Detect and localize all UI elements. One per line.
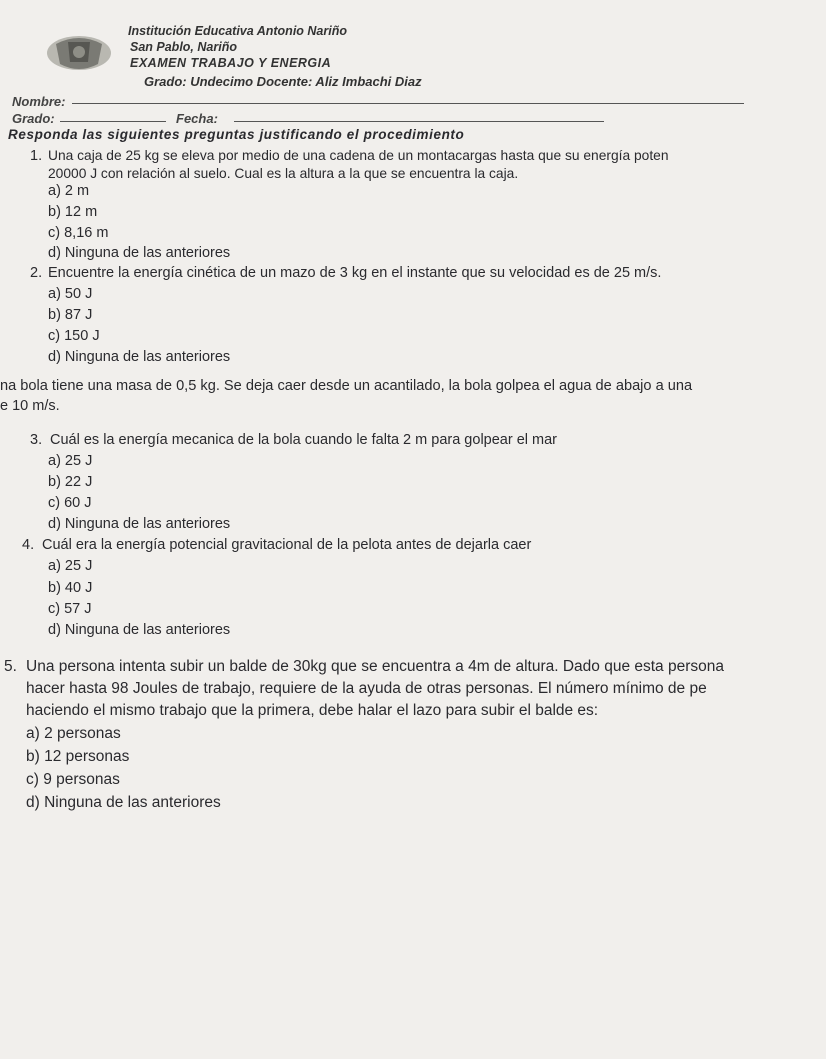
question-5-option-b[interactable]: b) 12 personas xyxy=(26,748,130,765)
question-1-line-2: 20000 J con relación al suelo. Cual es la altura a la que se encuentra la caja. xyxy=(48,166,519,181)
question-2-line-1: Encuentre la energía cinética de un mazo de 3 kg en el instante que su velocidad es de 25 m/s. xyxy=(48,265,662,281)
question-3-number: 3. xyxy=(30,432,43,448)
question-1-option-c[interactable]: c) 8,16 m xyxy=(48,225,109,241)
question-2-option-b[interactable]: b) 87 J xyxy=(48,307,93,323)
school-logo-icon xyxy=(38,30,120,76)
context-line-2: e 10 m/s. xyxy=(0,398,60,414)
question-2-option-d[interactable]: d) Ninguna de las anteriores xyxy=(48,349,231,365)
fecha-field-line[interactable] xyxy=(234,121,604,122)
question-4-option-c[interactable]: c) 57 J xyxy=(48,601,92,617)
question-3-line-1: Cuál es la energía mecanica de la bola cuando le falta 2 m para golpear el mar xyxy=(50,432,557,448)
question-2-option-c[interactable]: c) 150 J xyxy=(48,328,100,344)
nombre-field-line[interactable] xyxy=(72,103,744,104)
question-2-number: 2. xyxy=(30,265,43,281)
question-4-option-a[interactable]: a) 25 J xyxy=(48,558,93,574)
fecha-label: Fecha: xyxy=(176,111,218,126)
instructions: Responda las siguientes preguntas justificando el procedimiento xyxy=(8,127,465,142)
nombre-label: Nombre: xyxy=(12,94,66,109)
question-5-line-1: Una persona intenta subir un balde de 30kg que se encuentra a 4m de altura. Dado que esta persona xyxy=(26,658,724,675)
exam-title: EXAMEN TRABAJO Y ENERGIA xyxy=(130,56,332,70)
question-3-option-b[interactable]: b) 22 J xyxy=(48,474,93,490)
grade-teacher: Grado: Undecimo Docente: Aliz Imbachi Diaz xyxy=(144,74,422,89)
question-4-number: 4. xyxy=(22,537,35,553)
question-1-number: 1. xyxy=(30,148,43,164)
question-5-option-a[interactable]: a) 2 personas xyxy=(26,725,121,742)
grado-label: Grado: xyxy=(12,111,55,126)
context-line-1: na bola tiene una masa de 0,5 kg. Se deja caer desde un acantilado, la bola golpea el agua de abajo a una xyxy=(0,378,693,394)
question-4-option-d[interactable]: d) Ninguna de las anteriores xyxy=(48,622,231,638)
question-3-option-a[interactable]: a) 25 J xyxy=(48,453,93,469)
grado-field-line[interactable] xyxy=(60,121,166,122)
institution-location: San Pablo, Nariño xyxy=(130,40,237,54)
question-5-number: 5. xyxy=(4,658,17,675)
question-1-option-d[interactable]: d) Ninguna de las anteriores xyxy=(48,245,231,261)
institution-name: Institución Educativa Antonio Nariño xyxy=(128,24,347,38)
question-1-option-a[interactable]: a) 2 m xyxy=(48,183,90,199)
question-2-option-a[interactable]: a) 50 J xyxy=(48,286,93,302)
question-4-option-b[interactable]: b) 40 J xyxy=(48,580,93,596)
question-3-option-d[interactable]: d) Ninguna de las anteriores xyxy=(48,516,231,532)
question-5-line-3: haciendo el mismo trabajo que la primera, debe halar el lazo para subir el balde es: xyxy=(26,702,599,719)
question-5-line-2: hacer hasta 98 Joules de trabajo, requiere de la ayuda de otras personas. El número mínimo de pe xyxy=(26,680,707,697)
question-1-line-1: Una caja de 25 kg se eleva por medio de una cadena de un montacargas hasta que su energía poten xyxy=(48,148,669,163)
question-5-option-d[interactable]: d) Ninguna de las anteriores xyxy=(26,794,221,811)
question-1-option-b[interactable]: b) 12 m xyxy=(48,204,98,220)
question-5-option-c[interactable]: c) 9 personas xyxy=(26,771,120,788)
question-3-option-c[interactable]: c) 60 J xyxy=(48,495,92,511)
question-4-line-1: Cuál era la energía potencial gravitacional de la pelota antes de dejarla caer xyxy=(42,537,532,553)
